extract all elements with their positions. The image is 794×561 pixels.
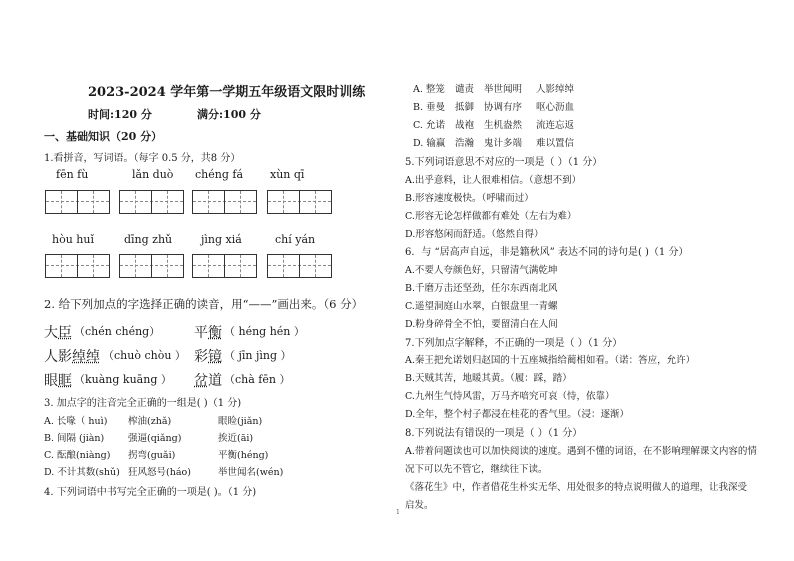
- question-6: 6．与 “居高声自远，非是籍秋风” 表达不同的诗句是( )（1 分）: [405, 247, 689, 258]
- q3-option: 榨油(zhǎ): [128, 416, 172, 427]
- q3-option: 拐弯(guǎi): [128, 450, 176, 461]
- q2-options: （chà fēn ）: [224, 373, 291, 386]
- dotted-character: 绰绰: [72, 349, 100, 365]
- question-2: 2. 给下列加点的字选择正确的读音，用“——”画出来。（6 分）: [44, 297, 364, 311]
- q2-options: （chuò chòu ）: [103, 349, 186, 362]
- q4-option: 人影绰绰: [536, 84, 575, 95]
- q4-option: D. 输赢: [413, 138, 446, 149]
- q8-option-a-cont: 况下可以先不管它，继续往下读。: [405, 464, 548, 475]
- q6-option: C.遥望洞庭山水翠，白银盘里一青螺: [405, 301, 558, 312]
- pinyin-label: xùn qī: [270, 168, 305, 181]
- pinyin-label: lǎn duò: [132, 168, 174, 181]
- q2-options: （ héng hén ）: [224, 325, 305, 338]
- dotted-character: 镜: [208, 349, 222, 365]
- section-basic-knowledge: 一、基础知识（20 分）: [44, 130, 163, 143]
- q2-word: 岔道: [194, 373, 222, 389]
- pinyin-label: jìng xiá: [201, 233, 242, 246]
- pinyin-label: dīng zhǔ: [124, 233, 173, 246]
- q4-option: 生机盎然: [484, 120, 523, 131]
- q5-option: B.形容速度极快。（呼啸而过）: [405, 193, 534, 204]
- q7-option: A.秦王把允诺划归赵国的十五座城指给蔺相如看。（诺：答应，允许）: [405, 355, 696, 366]
- q3-option: B. 间隔 (jiàn): [44, 433, 105, 444]
- q4-option: 浩瀚: [455, 138, 475, 149]
- q8-option-b: 《落花生》中，作者借花生朴实无华、用处很多的特点说明做人的道理，让我深受: [405, 482, 748, 493]
- question-5: 5.下列词语意思不对应的一项是（ ）（1 分）: [405, 157, 603, 168]
- q8-option-a: A.带着问题读也可以加快阅读的速度。遇到不懂的词语，在不影响理解课文内容的情: [405, 446, 757, 457]
- question-8: 8.下列说法有错误的一项是（ ）（1 分）: [405, 428, 583, 439]
- q4-option: 鬼计多端: [484, 138, 523, 149]
- q3-option: C. 酝酿(niàng): [44, 450, 111, 461]
- pinyin-label: hòu huǐ: [52, 233, 94, 246]
- q5-option: C.形容无论怎样做都有难处（左右为难）: [405, 211, 577, 222]
- writing-box[interactable]: [119, 254, 184, 278]
- dotted-character: 眶: [58, 373, 72, 389]
- writing-box[interactable]: [119, 190, 184, 214]
- q2-word: 眼眶: [44, 373, 72, 389]
- q8-option-b-cont: 启发。: [405, 500, 434, 511]
- question-7: 7.下列加点字解释，不正确的一项是（ ）（1 分）: [405, 338, 623, 349]
- q4-option: C. 允诺: [413, 120, 445, 131]
- pinyin-label: chéng fá: [195, 168, 244, 181]
- question-3: 3. 加点字的注音完全正确的一组是( )（1 分): [44, 398, 242, 409]
- q2-options: （kuàng kuāng ）: [74, 373, 172, 386]
- writing-box[interactable]: [192, 254, 257, 278]
- q5-option: A.出乎意料，让人很难相信。（意想不到）: [405, 175, 582, 186]
- dotted-character: 臣: [58, 325, 72, 341]
- writing-box[interactable]: [267, 190, 332, 214]
- question-4: 4. 下列词语中书写完全正确的一项是( )。（1 分): [44, 487, 257, 498]
- page-number: 1: [396, 509, 400, 516]
- q4-option: 谴责: [455, 84, 475, 95]
- dotted-character: 衡: [208, 325, 222, 341]
- page-title: 2023-2024 学年第一学期五年级语文限时训练: [88, 85, 366, 100]
- q3-option: 狂风怒号(háo): [128, 467, 191, 478]
- q2-word: 大臣: [44, 325, 72, 341]
- q3-option: 眼睑(jiǎn): [218, 416, 263, 427]
- writing-box[interactable]: [267, 254, 332, 278]
- q2-word: 人影绰绰: [44, 349, 100, 365]
- writing-box[interactable]: [45, 190, 110, 214]
- full-score: 满分:100 分: [197, 108, 261, 121]
- q4-option: 抵御: [455, 102, 475, 113]
- q6-option: A.不要人夸颜色好，只留清气满乾坤: [405, 265, 558, 276]
- pinyin-label: fēn fù: [56, 168, 89, 181]
- q4-option: 战袍: [455, 120, 475, 131]
- q2-word: 彩镜: [194, 349, 222, 365]
- q3-option: 平衡(héng): [218, 450, 269, 461]
- q3-option: D. 不计其数(shǔ): [44, 467, 120, 478]
- question-1: 1.看拼音，写词语。（每字 0.5 分，共8 分）: [44, 153, 241, 164]
- q6-option: B.千磨万击还坚劲，任尔东西南北风: [405, 283, 558, 294]
- q3-option: 举世闻名(wén): [218, 467, 284, 478]
- dotted-character: 岔: [194, 373, 208, 389]
- q5-option: D.形容悠闲而舒适。（悠然自得）: [405, 229, 544, 240]
- q4-option: 呕心沥血: [536, 102, 575, 113]
- q4-option: 协调有序: [484, 102, 523, 113]
- q6-option: D.粉身碎骨全不怕，要留清白在人间: [405, 319, 558, 330]
- q3-option: 强逼(qiǎng): [128, 433, 182, 444]
- q7-option: C.九州生气恃风雷，万马齐喑究可哀（恃，依靠）: [405, 391, 615, 402]
- q4-option: 举世闻明: [484, 84, 523, 95]
- q7-option: D.全年，整个村子都浸在桂花的香气里。（浸：逐渐）: [405, 409, 630, 420]
- q2-options: （chén chéng）: [74, 325, 161, 338]
- q3-option: A. 长喙（ huì): [44, 416, 108, 427]
- pinyin-label: chí yán: [275, 233, 316, 246]
- writing-box[interactable]: [45, 254, 110, 278]
- q2-options: （ jīn jìng ）: [224, 349, 292, 362]
- q4-option: A. 整笼: [413, 84, 445, 95]
- q7-option: B.天贼其苦，地暖其黄。（履：踩，踏）: [405, 373, 572, 384]
- writing-box[interactable]: [192, 190, 257, 214]
- q4-option: 难以置信: [536, 138, 575, 149]
- q4-option: 流连忘返: [536, 120, 575, 131]
- time-limit: 时间:120 分: [88, 108, 152, 121]
- q2-word: 平衡: [194, 325, 222, 341]
- q4-option: B. 垂曼: [413, 102, 446, 113]
- q3-option: 挨近(āi): [218, 433, 254, 444]
